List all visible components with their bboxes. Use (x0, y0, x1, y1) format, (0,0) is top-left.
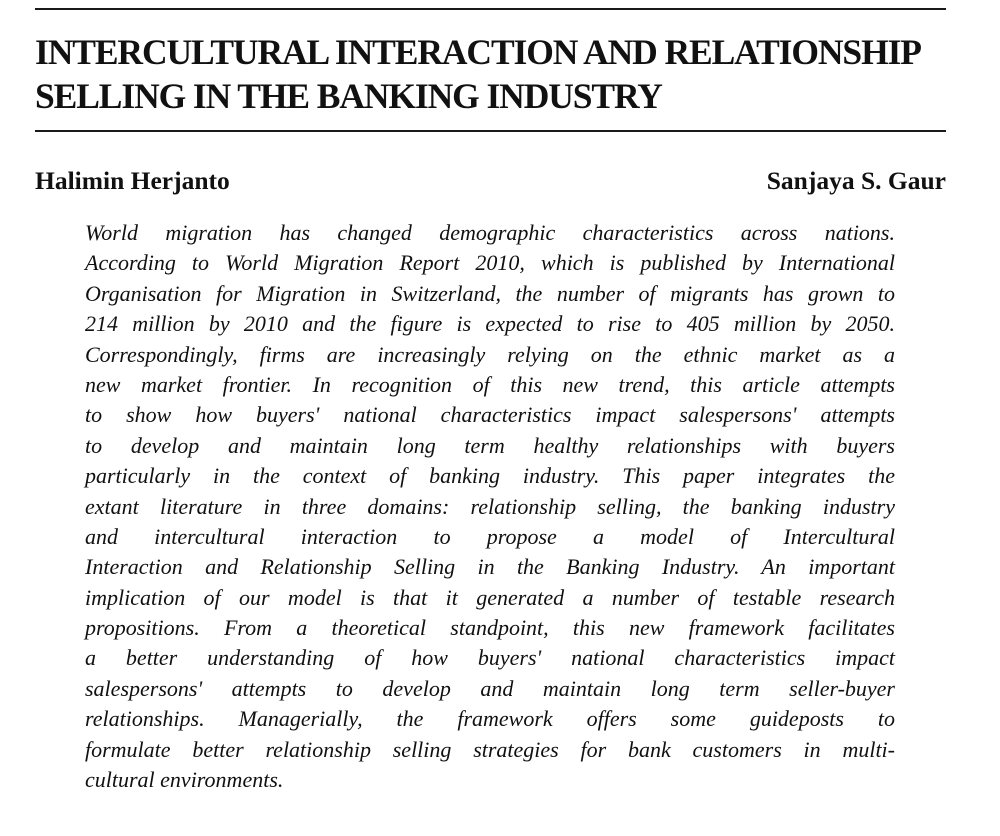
title-rule (35, 130, 946, 132)
abstract-line: to show how buyers' national characteristics impact salespersons' attempts (85, 402, 895, 428)
title-line-2: SELLING IN THE BANKING INDUSTRY (35, 76, 662, 116)
abstract-line: formulate better relationship selling strategies for bank customers in multi- (85, 736, 895, 762)
abstract-line: and intercultural interaction to propose a model of Intercultural (85, 523, 895, 549)
author-first: Halimin Herjanto (35, 166, 230, 195)
abstract-line: implication of our model is that it generated a number of testable research (85, 584, 895, 610)
abstract-line: particularly in the context of banking industry. This paper integrates the (85, 463, 895, 489)
author-second: Sanjaya S. Gaur (766, 166, 946, 195)
abstract-line: cultural environments. (85, 767, 284, 793)
abstract-line: propositions. From a theoretical standpoint, this new framework facilitates (85, 615, 895, 641)
article-title (35, 30, 965, 118)
top-rule (35, 8, 946, 10)
abstract-line: Correspondingly, firms are increasingly relying on the ethnic market as a (85, 341, 895, 367)
author-line (35, 166, 946, 198)
abstract-line: to develop and maintain long term healthy relationships with buyers (85, 432, 895, 458)
abstract-line: relationships. Managerially, the framework offers some guideposts to (85, 706, 895, 732)
abstract-line: extant literature in three domains: relationship selling, the banking industry (85, 493, 895, 519)
abstract-line: World migration has changed demographic characteristics across nations. (85, 220, 895, 245)
abstract-line: According to World Migration Report 2010, which is published by International (85, 250, 895, 276)
abstract-line: a better understanding of how buyers' national characteristics impact (85, 645, 895, 671)
abstract-line: 214 million by 2010 and the figure is expected to rise to 405 million by 2050. (85, 311, 895, 337)
abstract-line: Interaction and Relationship Selling in the Banking Industry. An important (85, 554, 895, 580)
abstract-line: Organisation for Migration in Switzerland, the number of migrants has grown to (85, 280, 895, 306)
abstract-line: salespersons' attempts to develop and maintain long term seller-buyer (85, 675, 895, 701)
abstract-line: new market frontier. In recognition of this new trend, this article attempts (85, 371, 895, 397)
abstract (85, 218, 895, 795)
title-line-1: INTERCULTURAL INTERACTION AND RELATIONSHIP (35, 32, 921, 72)
